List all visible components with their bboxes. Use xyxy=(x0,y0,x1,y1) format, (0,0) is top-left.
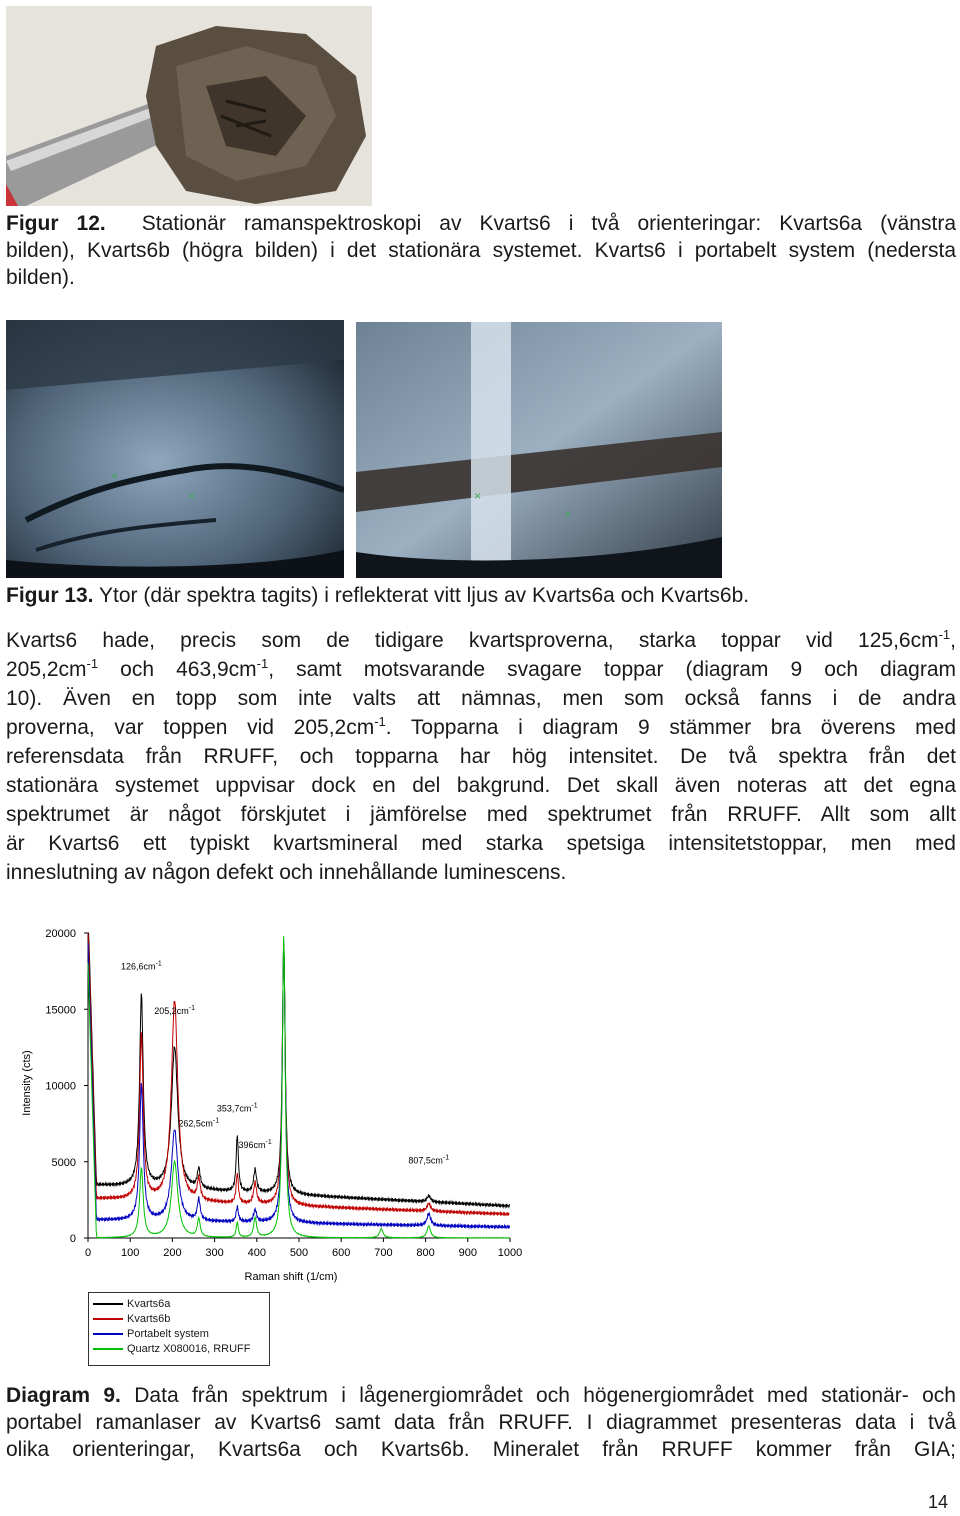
figure-12-caption xyxy=(6,210,956,291)
chart-ticks xyxy=(45,928,522,1259)
surface-photo-kvarts6b xyxy=(356,322,722,578)
page-number: 14 xyxy=(927,1492,948,1512)
figure-12-label: Figur 12. xyxy=(6,212,106,235)
paragraph-line-9: inneslutning av någon defekt och innehållande luminescens. xyxy=(6,861,567,884)
figure-12-line-2: bilden), Kvarts6b (högra bilden) i det stationära systemet. Kvarts6 i portabelt system (nedersta xyxy=(6,239,956,262)
x-tick-label: 700 xyxy=(374,1247,393,1259)
x-tick-label: 100 xyxy=(121,1247,140,1259)
peak-annotation: $126,6cm^{-1}$ xyxy=(121,960,162,972)
y-tick-label: 10000 xyxy=(45,1080,76,1093)
paragraph-line-5: referensdata från RRUFF, och topparna har hög intensitet. De två spektra från det xyxy=(6,745,956,768)
paragraph-line-1: Kvarts6 hade, precis som de tidigare kvartsproverna, starka toppar vid $125,6cm^{-1}$, xyxy=(6,627,956,652)
paragraph-line-4: proverna, var toppen vid $205,2cm^{-1}$. Topparna i diagram 9 stämmer bra överens med xyxy=(6,714,956,739)
x-tick-label: 900 xyxy=(458,1247,477,1259)
y-tick-label: 0 xyxy=(69,1233,76,1245)
figure-12-line-3: bilden). xyxy=(6,266,75,289)
legend-swatch xyxy=(93,1318,123,1320)
figure-13-label: Figur 13. xyxy=(6,584,94,607)
peak-annotation: $205,2cm^{-1}$ xyxy=(154,1004,195,1016)
chart-series xyxy=(88,933,510,1238)
x-tick-label: 800 xyxy=(416,1247,435,1259)
x-tick-label: 0 xyxy=(84,1247,92,1259)
y-tick-label: 20000 xyxy=(45,928,76,940)
series-line-1 xyxy=(88,933,510,1207)
paragraph-line-8: är Kvarts6 ett typiskt kvartsmineral med starka spetsiga intensitetstoppar, men med xyxy=(6,832,956,855)
peak-annotation: $262,5cm^{-1}$ xyxy=(178,1117,220,1129)
paragraph-line-7: spektrumet är något förskjutet i jämförelse med spektrumet från RRUFF. Allt som allt xyxy=(6,803,956,826)
chart-legend xyxy=(88,1292,270,1366)
x-tick-label: 400 xyxy=(247,1247,266,1259)
series-line-3 xyxy=(88,941,510,1229)
figure-13-text: Ytor (där spektra tagits) i reflekterat vitt ljus av Kvarts6a och Kvarts6b. xyxy=(99,584,750,607)
y-tick-label: 15000 xyxy=(45,1004,76,1017)
legend-swatch xyxy=(93,1303,123,1305)
peak-annotation: $396cm^{-1}$ xyxy=(238,1139,272,1151)
legend-item-kvarts6b: Kvarts6b xyxy=(93,1312,170,1326)
x-tick-label: 200 xyxy=(163,1247,182,1259)
figure-12-line-1: Stationär ramanspektroskopi av Kvarts6 i två orienteringar: Kvarts6a (vänstra xyxy=(141,212,956,235)
raman-spectrum-chart xyxy=(0,915,540,1285)
diagram-9-label: Diagram 9. xyxy=(6,1384,121,1407)
diagram-9-line-1: Data från spektrum i lågenergiområdet och högenergiområdet med stationär- och xyxy=(134,1384,956,1407)
diagram-9-line-2: portabel ramanlaser av Kvarts6 samt data från RRUFF. I diagrammet presenteras data i två xyxy=(6,1411,956,1434)
svg-text:×: × xyxy=(111,469,119,483)
x-tick-label: 600 xyxy=(332,1247,351,1259)
y-tick-label: 5000 xyxy=(51,1156,76,1169)
svg-text:×: × xyxy=(474,489,482,503)
paragraph-line-6: stationära systemet uppvisar dock en del bakgrund. Det skall även noteras att det egna xyxy=(6,774,956,797)
diagram-9-line-3: olika orienteringar, Kvarts6a och Kvarts6b. Mineralet från RRUFF kommer från GIA; xyxy=(6,1438,956,1461)
diagram-9-caption xyxy=(6,1382,956,1463)
paragraph-line-3: 10). Även en topp som inte valts att nämnas, men som också fanns i de andra xyxy=(6,687,956,710)
x-axis-label: Raman shift (1/cm) xyxy=(244,1271,338,1283)
svg-text:×: × xyxy=(188,489,196,503)
quartz-sample-photo xyxy=(6,6,372,206)
y-axis-label: Intensity (cts) xyxy=(21,1050,33,1116)
paragraph-line-2: $205,2cm^{-1}$ och $463,9cm^{-1}$, samt motsvarande svagare toppar (diagram 9 och diagram xyxy=(6,656,956,681)
peak-annotation: $807,5cm^{-1}$ xyxy=(408,1154,450,1166)
legend-swatch xyxy=(93,1348,123,1350)
svg-text:×: × xyxy=(564,507,572,521)
x-tick-label: 300 xyxy=(205,1247,224,1259)
legend-item-kvarts6a: Kvarts6a xyxy=(93,1297,170,1311)
legend-swatch xyxy=(93,1333,123,1335)
legend-item-portable: Portabelt system xyxy=(93,1327,209,1341)
body-paragraph xyxy=(6,626,956,887)
x-tick-label: 500 xyxy=(289,1247,309,1259)
legend-item-rruff: Quartz X080016, RRUFF xyxy=(93,1342,251,1356)
figure-13-caption xyxy=(6,582,956,609)
x-tick-label: 1000 xyxy=(497,1247,523,1259)
surface-photo-kvarts6a xyxy=(6,320,344,578)
peak-annotation: $353,7cm^{-1}$ xyxy=(216,1102,258,1114)
